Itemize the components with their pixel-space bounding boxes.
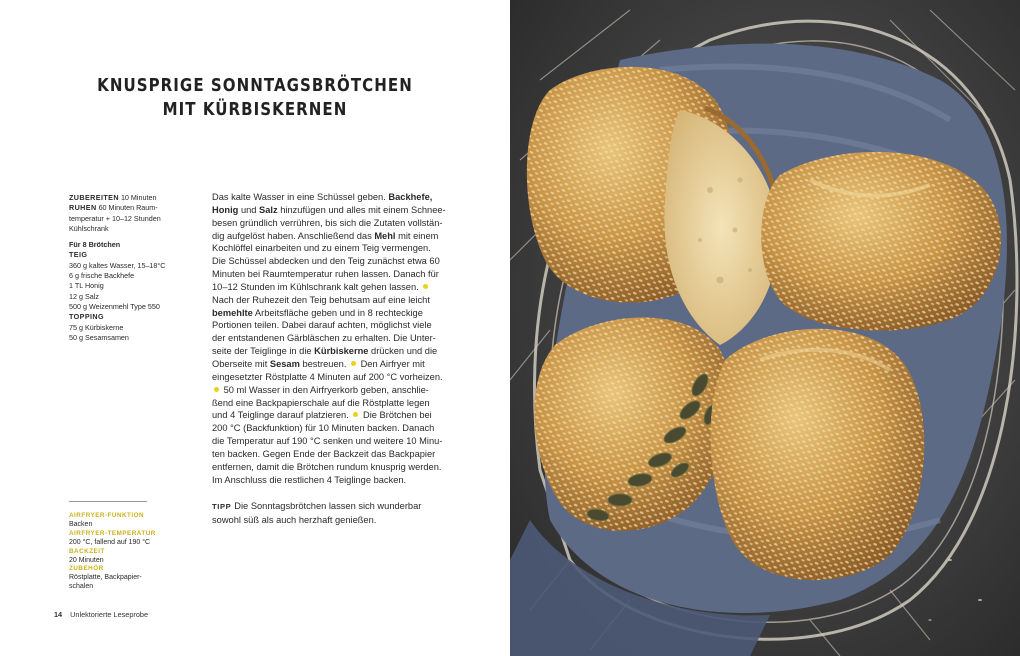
step-bullet-icon	[353, 412, 358, 417]
step-bullet-icon	[351, 361, 356, 366]
ingredient-item: 6 g frische Backhefe	[69, 271, 135, 281]
prep-time: ZUBEREITEN 10 Minuten	[69, 193, 157, 202]
topping-heading: TOPPING	[69, 312, 105, 322]
airfryer-temp-value: 200 °C, fallend auf 190 °C	[69, 538, 151, 546]
page-footer	[54, 610, 148, 619]
accessories-value: Röstplatte, Backpapier-	[69, 574, 142, 582]
method-text: Das kalte Wasser in eine Schüssel geben. Backhefe, Honig und Salz hinzufügen und alles mit einem Schnee- besen gründlich verrühren, bis sich die Zutaten vollstän- dig aufgelöst haben. Anschließend das Mehl mit einem Kochlöffel einarbeiten und zu einem Teig vermengen. Die Schüssel abdecken und den Teig zunächst etwa 60 Minuten bei Raumtemperatur ruhen lassen. Danach für 10–12 Stunden im Kühlschrank kalt gehen lassen. Nach der Ruhezeit den Teig behutsam auf eine leicht bemehlte Arbeitsfläche geben und in 8 rechteckige Portionen teilen. Dabei darauf achten, möglichst viele der entstandenen Gärbläschen zu erhalten. Die Unter- seite der Teiglinge in die Kürbiskerne drücken und die Oberseite mit Sesam bestreuen. Den Airfryer mit eingesetzter Röstplatte 4 Minuten auf 200 °C vorheizen. 50 ml Wasser in den Airfryerkorb geben, anschlie- ßend eine Backpapierschale auf die Röstplatte legen und 4 Teiglinge darauf platzieren. Die Brötchen bei 200 °C (Backfunktion) für 10 Minuten backen. Danach die Temperatur auf 190 °C senken und weitere 10 Minu- ten backen. Gegen Ende der Backzeit das Backpapier entfernen, damit die Brötchen rundum knusprig werden. Im Anschluss die restlichen 4 Teiglinge backen.	[212, 192, 446, 485]
ingredient-item: 75 g Kürbiskerne	[69, 322, 124, 332]
tip-label: TIPP	[212, 502, 232, 511]
tip-box: TIPP Die Sonntagsbrötchen lassen sich wunderbar sowohl süß als auch herzhaft genießen.	[212, 501, 422, 525]
title-line-1: KNUSPRIGE SONNTAGSBRÖTCHEN	[97, 76, 413, 96]
accessories-value: schalen	[69, 583, 94, 591]
recipe-title	[87, 74, 422, 122]
footer-text: Unlektorierte Leseprobe	[70, 610, 149, 619]
divider	[69, 501, 147, 502]
airfryer-temp-label: AIRFRYER-TEMPERATUR	[69, 529, 156, 537]
servings-heading: Für 8 Brötchen	[69, 240, 121, 250]
title-line-2: MIT KÜRBISKERNEN	[162, 100, 348, 120]
rest-time: RUHEN 60 Minuten Raum-	[69, 203, 158, 213]
airfryer-settings	[69, 512, 169, 592]
recipe-info-sidebar	[69, 193, 169, 343]
bread-rolls-photo	[510, 0, 1020, 656]
rest-time-line: Kühlschrank	[69, 223, 109, 233]
ingredient-item: 12 g Salz	[69, 291, 99, 301]
ingredient-item: 50 g Sesamsamen	[69, 332, 129, 342]
airfryer-function-label: AIRFRYER-FUNKTION	[69, 512, 145, 519]
page-number: 14	[54, 610, 63, 619]
rest-time-line: temperatur + 10–12 Stunden	[69, 213, 161, 223]
accessories-label: ZUBEHÖR	[69, 565, 104, 573]
ingredient-item: 500 g Weizenmehl Type 550	[69, 301, 160, 311]
bake-time-label: BACKZEIT	[69, 547, 105, 555]
bake-time-value: 20 Minuten	[69, 556, 104, 564]
step-bullet-icon	[214, 387, 219, 392]
dough-heading: TEIG	[69, 250, 88, 260]
ingredient-item: 360 g kaltes Wasser, 15–18°C	[69, 260, 166, 270]
airfryer-function-value: Backen	[69, 520, 93, 528]
ingredient-item: 1 TL Honig	[69, 281, 104, 291]
step-bullet-icon	[423, 284, 428, 289]
